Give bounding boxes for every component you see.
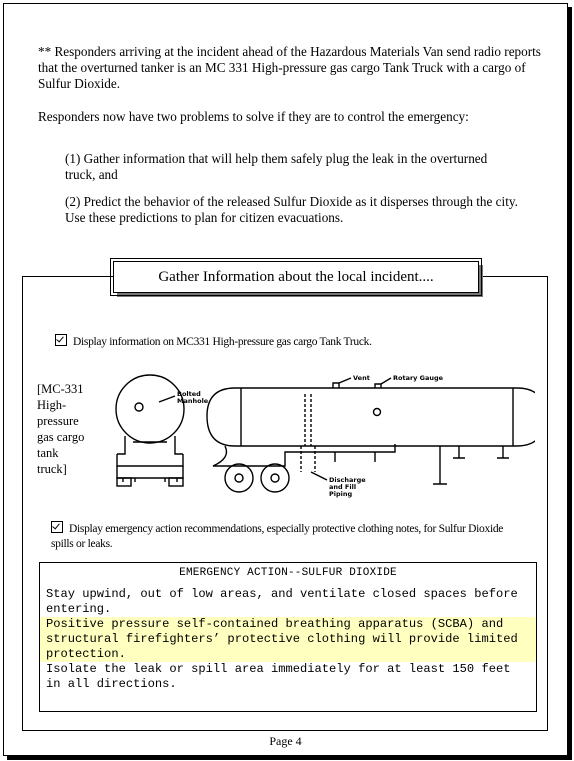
caption-line: gas cargo — [37, 430, 85, 444]
caption-line: pressure — [37, 414, 79, 428]
caption-line: tank — [37, 446, 59, 460]
piping-shape — [301, 394, 315, 472]
leader-line-shape — [381, 378, 391, 384]
rear-frame-shape — [117, 436, 183, 466]
label-discharge: Discharge — [329, 476, 366, 484]
panel-title: Gather Information about the local incident.... — [113, 261, 479, 293]
caption-line: [MC-331 — [37, 382, 84, 396]
manhole-shape — [135, 403, 143, 411]
rear-wheels-shape — [117, 466, 183, 482]
emergency-action-box — [39, 562, 537, 712]
emergency-action-heading: EMERGENCY ACTION--SULFUR DIOXIDE — [179, 567, 397, 579]
page — [3, 3, 568, 756]
checkbox-checked-icon[interactable] — [55, 334, 67, 346]
cab-frame-shape — [213, 444, 395, 466]
radio-report-text: ** Responders arriving at the incident ahead of the Hazardous Materials Van send radio reports that the overturned tanker is an MC 331 High-pressure gas cargo Tank Truck with a cargo of Sulfur Dioxide. — [38, 44, 541, 91]
emergency-line-2-highlighted: Positive pressure self-contained breathing apparatus (SCBA) and structural firefighters’ protective clothing will provide limited protection. — [40, 617, 536, 662]
caption-line: High- — [37, 398, 67, 412]
label-piping: Piping — [329, 490, 353, 498]
rear-wheel-shape — [117, 478, 131, 486]
problems-lead-text: Responders now have two problems to solve if they are to control the emergency: — [38, 109, 469, 124]
emergency-line-3: Isolate the leak or spill area immediately for at least 150 feet in all directions. — [46, 662, 518, 691]
tank-truck-illustration — [35, 374, 535, 504]
label-bolted: Bolted — [177, 390, 201, 398]
landing-gear-shape — [433, 446, 509, 484]
label-vent: Vent — [353, 374, 370, 382]
gather-info-panel — [22, 268, 548, 731]
emergency-line-1: Stay upwind, out of low areas, and ventilate closed spaces before entering. — [46, 587, 525, 616]
wheel-1-shape — [225, 464, 253, 492]
wheel-1-hub-shape — [235, 474, 243, 482]
option-emergency-action[interactable] — [51, 521, 521, 552]
tank-rear-end-shape — [116, 375, 184, 443]
option-truck-info-label: Display information on MC331 High-pressure gas cargo Tank Truck. — [73, 336, 372, 348]
rear-wheel-shape — [169, 478, 183, 486]
leader-line-shape — [339, 378, 351, 383]
label-and-fill: and Fill — [329, 483, 357, 491]
tank-band-shape — [241, 388, 513, 446]
caption-line: truck] — [37, 462, 67, 476]
checkbox-checked-icon[interactable] — [51, 521, 63, 533]
leader-line-shape — [311, 472, 327, 480]
wheel-2-shape — [261, 464, 289, 492]
problem-2-text: (2) Predict the behavior of the released Sulfur Dioxide as it disperses through the city. Use these predictions to plan for citizen evacuations. — [65, 194, 518, 225]
wheel-2-hub-shape — [271, 474, 279, 482]
label-manhole: Manhole — [177, 397, 209, 405]
gauge-dial-shape — [374, 409, 381, 416]
emergency-action-body — [40, 581, 536, 692]
tank-body-shape — [207, 388, 535, 446]
page-number: Page 4 — [269, 734, 302, 748]
option-emergency-action-label: Display emergency action recommendations, especially protective clothing notes, for Sulfur Dioxide spills or leaks. — [51, 523, 504, 550]
label-rotary-gauge: Rotary Gauge — [393, 374, 444, 382]
problem-1-text: (1) Gather information that will help them safely plug the leak in the overturned truck, and — [65, 151, 488, 182]
option-truck-info[interactable] — [55, 334, 372, 348]
vent-shape — [333, 383, 339, 388]
leader-line-shape — [159, 396, 175, 402]
